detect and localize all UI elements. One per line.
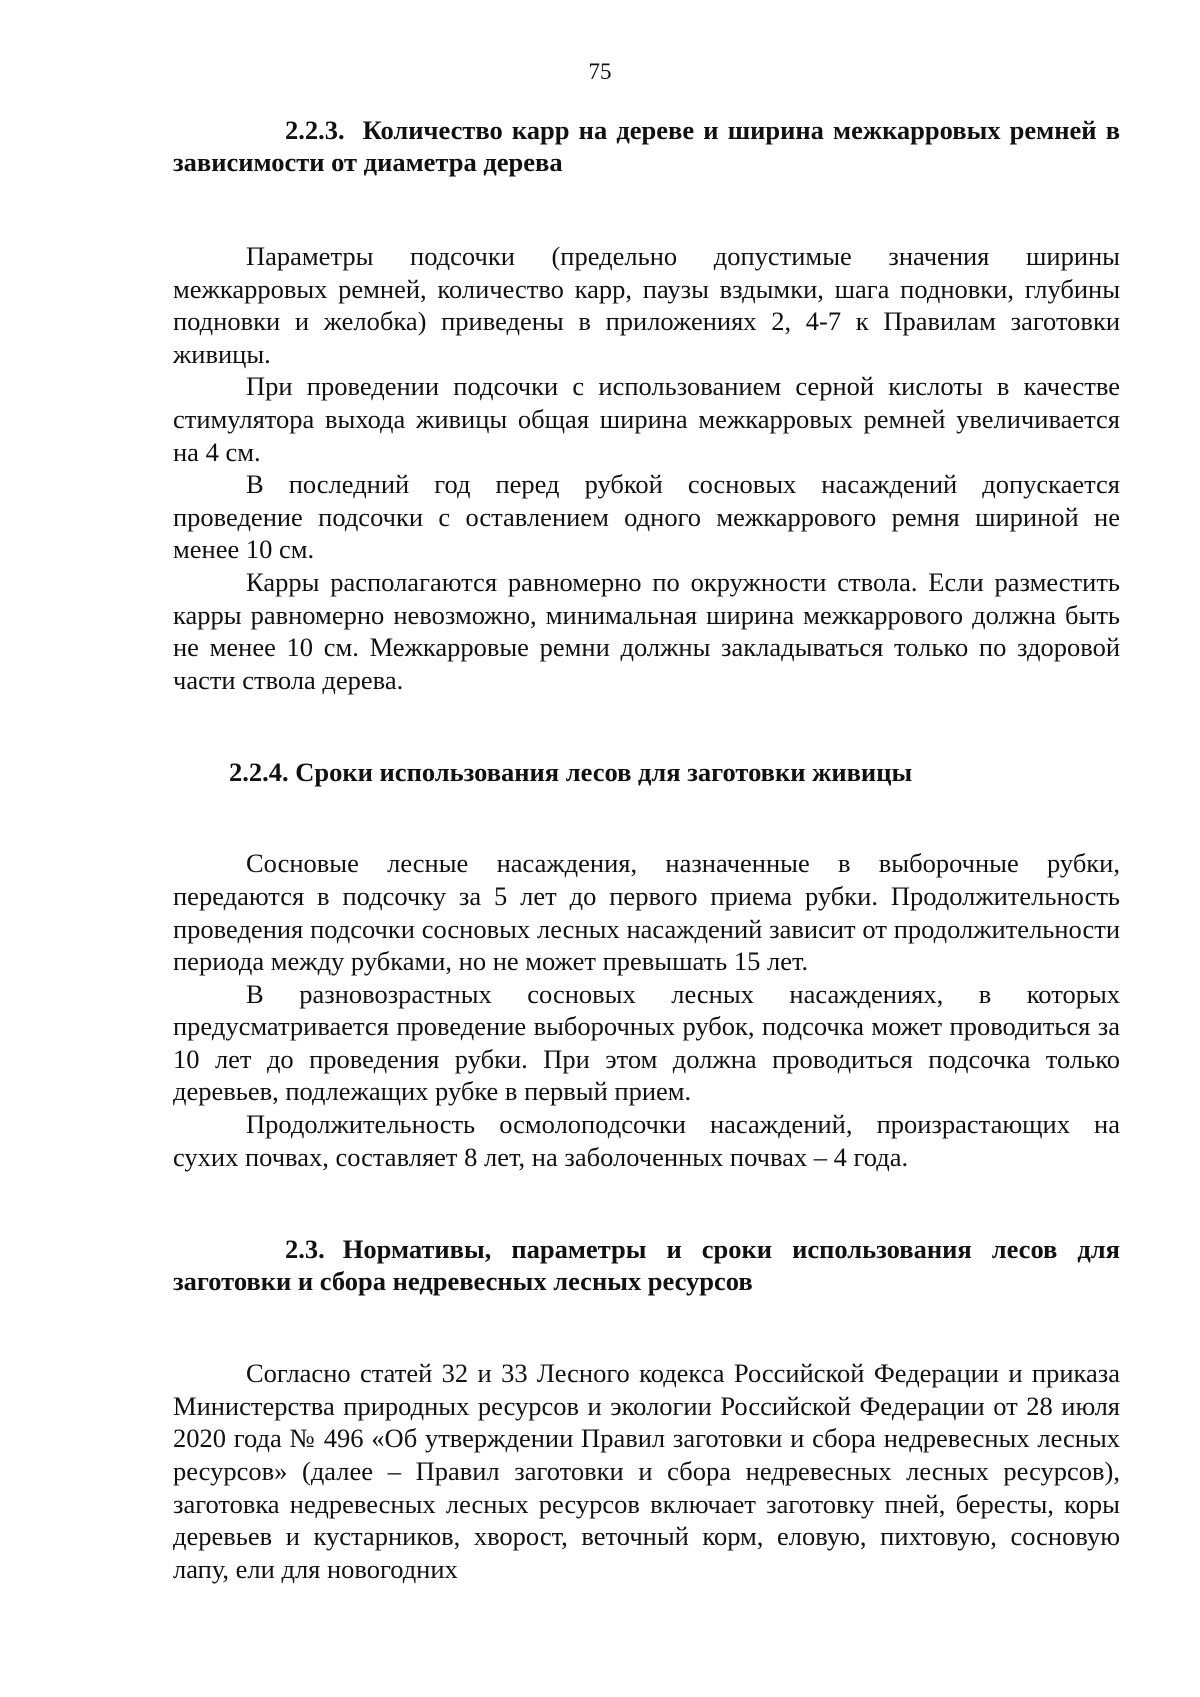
section-title: Сроки использования лесов для заготовки живицы	[295, 757, 913, 788]
paragraph: Параметры подсочки (предельно допустимые значения ширины межкарровых ремней, количество карр, паузы вздымки, шага подновки, глубины подновки и желобка) приведены в приложениях 2, 4-7 к Правилам заготовки живицы.	[173, 241, 1120, 369]
paragraph: Согласно статей 32 и 33 Лесного кодекса Российской Федерации и приказа Министерства природных ресурсов и экологии Российской Федерации от 28 июля 2020 года № 496 «Об утверждении Правил заготовки и сбора недревесных лесных ресурсов» (далее – Правил заготовки и сбора недревесных лесных ресурсов), заготовка недревесных лесных ресурсов включает заготовку пней, бересты, коры деревьев и кустарников, хворост, веточный корм, еловую, пихтовую, сосновую лапу, ели для новогодних	[173, 1358, 1120, 1584]
section-body-2-2-3	[173, 240, 1120, 696]
paragraph: Сосновые лесные насаждения, назначенные в выборочные рубки, передаются в подсочку за 5 лет до первого приема рубки. Продолжительность проведения подсочки сосновых лесных насаждений зависит от продолжительности периода между рубками, но не может превышать 15 лет.	[173, 848, 1120, 977]
paragraph: Карры располагаются равномерно по окружности ствола. Если разместить карры равномерно невозможно, минимальная ширина межкаррового должна быть не менее 10 см. Межкарровые ремни должны закладываться только по здоровой части ствола дерева.	[173, 566, 1120, 695]
paragraph: Продолжительность осмолоподсочки насаждений, произрастающих на сухих почвах, составляет 8 лет, на заболоченных почвах – 4 года.	[173, 1109, 1120, 1172]
section-number: 2.2.3.	[285, 115, 345, 145]
page-number: 75	[588, 59, 612, 84]
section-title: Нормативы, параметры и сроки использования лесов для заготовки и сбора недревесных лесных ресурсов	[173, 1234, 1120, 1297]
paragraph: В разновозрастных сосновых лесных насаждениях, в которых предусматривается проведение выборочных рубок, подсочка может проводиться за 10 лет до проведения рубки. При этом должна проводиться подсочка только деревьев, подлежащих рубке в первый прием.	[173, 978, 1120, 1107]
section-number: 2.3.	[285, 1234, 325, 1265]
section-body-2-3	[173, 1357, 1120, 1585]
section-body-2-2-4	[173, 847, 1120, 1173]
section-number: 2.2.4.	[229, 757, 289, 788]
section-title: Количество карр на дереве и ширина межкарровых ремней в зависимости от диаметра дерева	[173, 115, 1120, 177]
section-heading-2-2-3	[173, 114, 1120, 178]
paragraph: При проведении подсочки с использованием серной кислоты в качестве стимулятора выхода живицы общая ширина межкарровых ремней увеличивается на 4 см.	[173, 371, 1120, 467]
paragraph: В последний год перед рубкой сосновых насаждений допускается проведение подсочки с оставлением одного межкаррового ремня шириной не менее 10 см.	[173, 469, 1120, 565]
page-content	[173, 114, 1120, 1585]
section-heading-2-2-4	[173, 756, 1120, 788]
section-heading-2-3	[173, 1233, 1120, 1297]
